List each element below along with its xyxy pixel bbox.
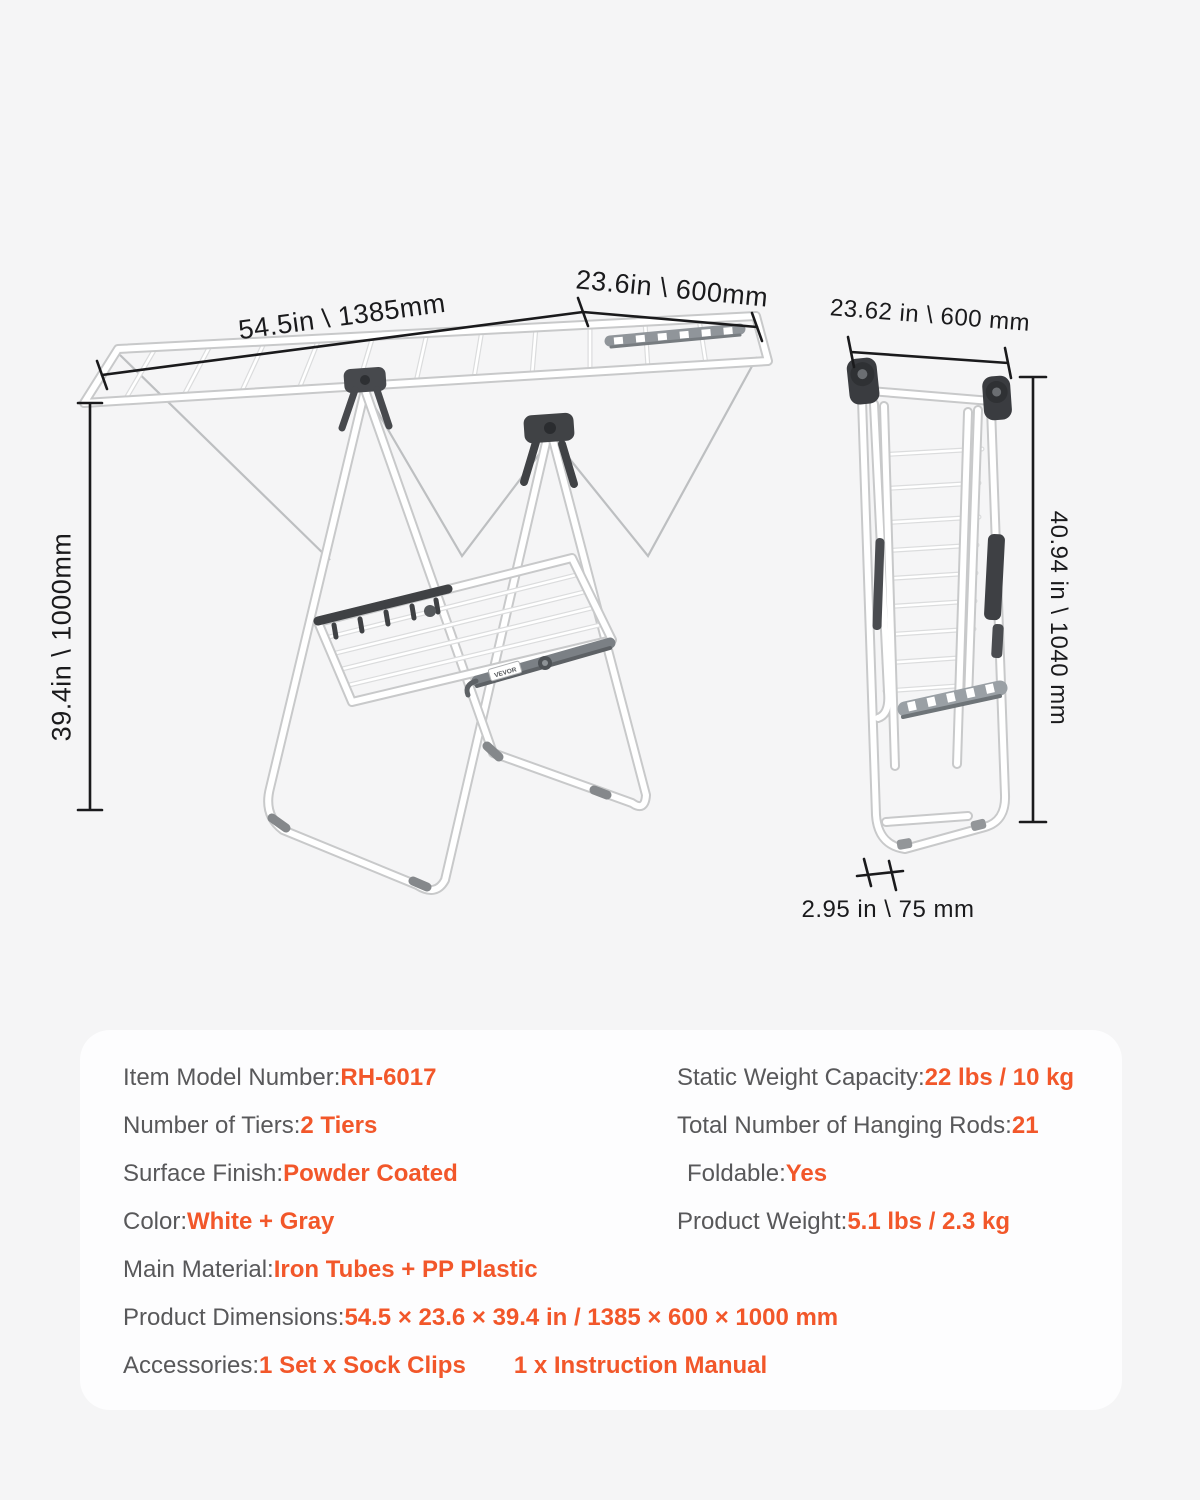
svg-text:VEVOR: VEVOR [493,666,518,680]
spec-value: White + Gray [187,1208,335,1235]
dim-label-open-depth: 23.6in \ 600mm [574,264,770,313]
dim-label-open-height: 39.4in \ 1000mm [46,532,77,742]
spec-value: Iron Tubes + PP Plastic [273,1256,538,1283]
spec-column-right [677,1054,1074,1246]
spec-label: Product Dimensions: [123,1304,345,1331]
spec-row-weight-capacity [677,1054,1074,1102]
spec-label: Total Number of Hanging Rods: [677,1112,1012,1139]
sock-clips-strip [610,329,740,347]
sock-clips-strip-folded [903,687,1000,717]
spec-value-secondary: 1 x Instruction Manual [513,1352,768,1379]
spec-row-hanging-rods [677,1102,1074,1150]
top-cap-right [982,375,1013,421]
dim-label-open-width: 54.5in \ 1385mm [236,287,448,346]
spec-value: RH-6017 [340,1064,437,1091]
spec-label: Accessories: [123,1352,260,1379]
spec-value: 2 Tiers [300,1112,378,1139]
spec-label: Product Weight: [677,1208,848,1235]
spec-value: Powder Coated [283,1160,458,1187]
spec-label: Color: [123,1208,188,1235]
spec-row-product-dimensions [123,1294,838,1342]
dimension-lines [78,298,1046,890]
dim-label-folded-height: 40.94 in \ 1040 mm [1045,510,1072,726]
spec-label: Foldable: [687,1160,786,1187]
dim-label-folded-base-depth: 2.95 in \ 75 mm [801,896,975,923]
spec-card [80,1030,1122,1410]
dim-label-folded-width: 23.62 in \ 600 mm [828,294,1032,337]
top-cap-left [846,357,881,406]
spec-value: 21 [1011,1112,1039,1139]
spec-value: 1 Set x Sock Clips [259,1352,466,1379]
spec-value: Yes [785,1160,828,1187]
spec-row-accessories [123,1342,838,1390]
spec-label: Surface Finish: [123,1160,284,1187]
spec-row-foldable [677,1150,1074,1198]
spec-row-product-weight [677,1198,1074,1246]
spec-label: Item Model Number: [123,1064,341,1091]
spec-value: 54.5 × 23.6 × 39.4 in / 1385 × 600 × 1000 mm [344,1304,839,1331]
spec-row-material [123,1246,838,1294]
spec-label: Main Material: [123,1256,274,1283]
spec-label: Static Weight Capacity: [677,1064,925,1091]
spec-value: 22 lbs / 10 kg [924,1064,1075,1091]
spec-label: Number of Tiers: [123,1112,301,1139]
spec-value: 5.1 lbs / 2.3 kg [847,1208,1011,1235]
folded-rack-drawing [846,357,1013,850]
open-rack-drawing [84,316,768,890]
